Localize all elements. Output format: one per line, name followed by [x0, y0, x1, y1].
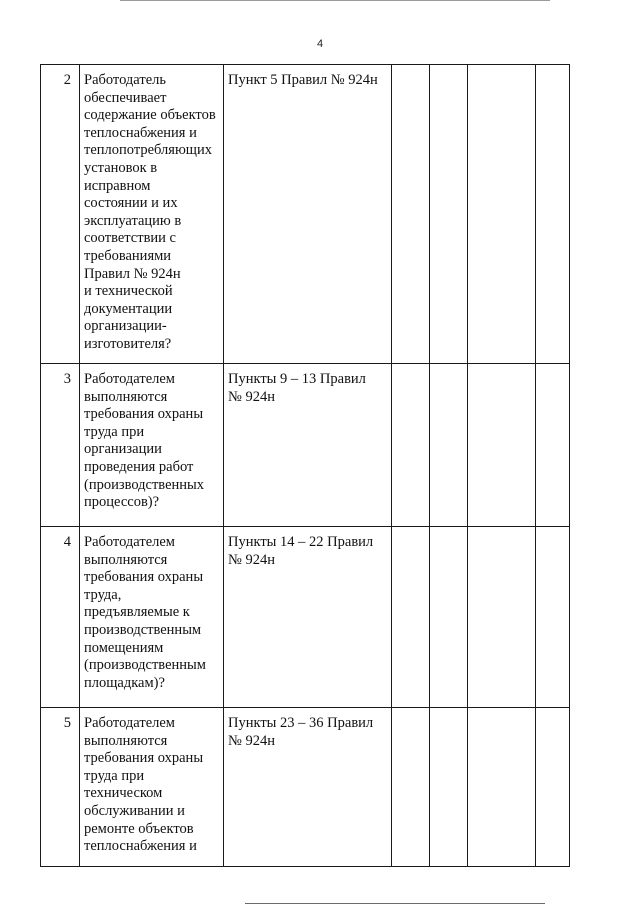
- reference-line: № 924н: [228, 388, 275, 405]
- question-line: изготовителя?: [84, 335, 172, 352]
- question-line: Работодателем: [84, 371, 175, 387]
- question-line: исправном: [84, 177, 151, 194]
- question-line: и технической: [84, 283, 173, 300]
- question-line: труда при: [84, 767, 145, 784]
- note-cell[interactable]: [536, 65, 570, 364]
- question-line: выполняются: [84, 388, 168, 405]
- reference-cell: [224, 527, 392, 708]
- question-line: техническом: [84, 785, 163, 802]
- question-line: теплоснабжения и: [84, 124, 197, 141]
- answer-cell-no[interactable]: [430, 65, 468, 364]
- question-line: документации: [84, 300, 173, 317]
- question-line: производственным: [84, 621, 202, 638]
- question-line: (производственных: [84, 476, 205, 493]
- question-line: организации: [84, 441, 162, 458]
- question-line: труда при: [84, 423, 145, 440]
- answer-cell-not-applicable[interactable]: [468, 364, 536, 527]
- answer-cell-not-applicable[interactable]: [468, 527, 536, 708]
- question-line: Работодатель: [84, 72, 166, 88]
- reference-line: Пункты 23 – 36 Правил: [228, 715, 374, 731]
- question-line: Работодателем: [84, 715, 175, 731]
- question-line: требования охраны: [84, 750, 204, 767]
- answer-cell-yes[interactable]: [392, 364, 430, 527]
- question-line: выполняются: [84, 732, 168, 749]
- reference-cell: [224, 708, 392, 867]
- bottom-edge-rule: [245, 903, 545, 904]
- question-line: теплоснабжения и: [84, 838, 197, 855]
- reference-line: № 924н: [228, 732, 275, 749]
- answer-cell-yes[interactable]: [392, 527, 430, 708]
- row-number: 4: [41, 527, 80, 708]
- question-line: установок в: [84, 159, 158, 176]
- page-number: 4: [316, 38, 324, 50]
- question-line: помещениям: [84, 639, 164, 656]
- answer-cell-no[interactable]: [430, 708, 468, 867]
- table-row: [41, 708, 570, 867]
- answer-cell-not-applicable[interactable]: [468, 708, 536, 867]
- question-line: требования охраны: [84, 569, 204, 586]
- question-line: проведения работ: [84, 458, 194, 475]
- answer-cell-yes[interactable]: [392, 65, 430, 364]
- table-row: [41, 527, 570, 708]
- reference-line: № 924н: [228, 551, 275, 568]
- question-line: состоянии и их: [84, 195, 178, 212]
- reference-cell: [224, 364, 392, 527]
- answer-cell-not-applicable[interactable]: [468, 65, 536, 364]
- question-line: площадкам)?: [84, 674, 165, 691]
- question-line: обеспечивает: [84, 89, 167, 106]
- answer-cell-no[interactable]: [430, 527, 468, 708]
- reference-line: Пункт 5 Правил № 924н: [228, 72, 378, 88]
- question-line: эксплуатацию в: [84, 212, 182, 229]
- question-line: требованиями: [84, 247, 172, 264]
- note-cell[interactable]: [536, 364, 570, 527]
- question-line: Правил № 924н: [84, 265, 181, 282]
- question-line: теплопотребляющих: [84, 142, 212, 159]
- note-cell[interactable]: [536, 708, 570, 867]
- row-number: 5: [41, 708, 80, 867]
- question-line: ремонте объектов: [84, 820, 194, 837]
- top-edge-rule: [120, 0, 550, 1]
- question-line: предъявляемые к: [84, 604, 190, 621]
- question-line: обслуживании и: [84, 802, 185, 819]
- reference-cell: [224, 65, 392, 364]
- question-line: труда,: [84, 586, 122, 603]
- answer-cell-no[interactable]: [430, 364, 468, 527]
- reference-line: Пункты 9 – 13 Правил: [228, 371, 366, 387]
- question-line: выполняются: [84, 551, 168, 568]
- question-line: процессов)?: [84, 494, 160, 511]
- question-cell: [80, 65, 224, 364]
- question-line: требования охраны: [84, 406, 204, 423]
- question-line: организации-: [84, 318, 167, 335]
- question-line: соответствии с: [84, 230, 176, 247]
- question-line: содержание объектов: [84, 107, 216, 124]
- answer-cell-yes[interactable]: [392, 708, 430, 867]
- question-cell: [80, 364, 224, 527]
- note-cell[interactable]: [536, 527, 570, 708]
- question-line: Работодателем: [84, 534, 175, 550]
- reference-line: Пункты 14 – 22 Правил: [228, 534, 374, 550]
- checklist-table: [40, 64, 570, 867]
- row-number: 2: [41, 65, 80, 364]
- question-cell: [80, 527, 224, 708]
- table-row: [41, 65, 570, 364]
- table-row: [41, 364, 570, 527]
- row-number: 3: [41, 364, 80, 527]
- question-cell: [80, 708, 224, 867]
- question-line: (производственным: [84, 657, 206, 674]
